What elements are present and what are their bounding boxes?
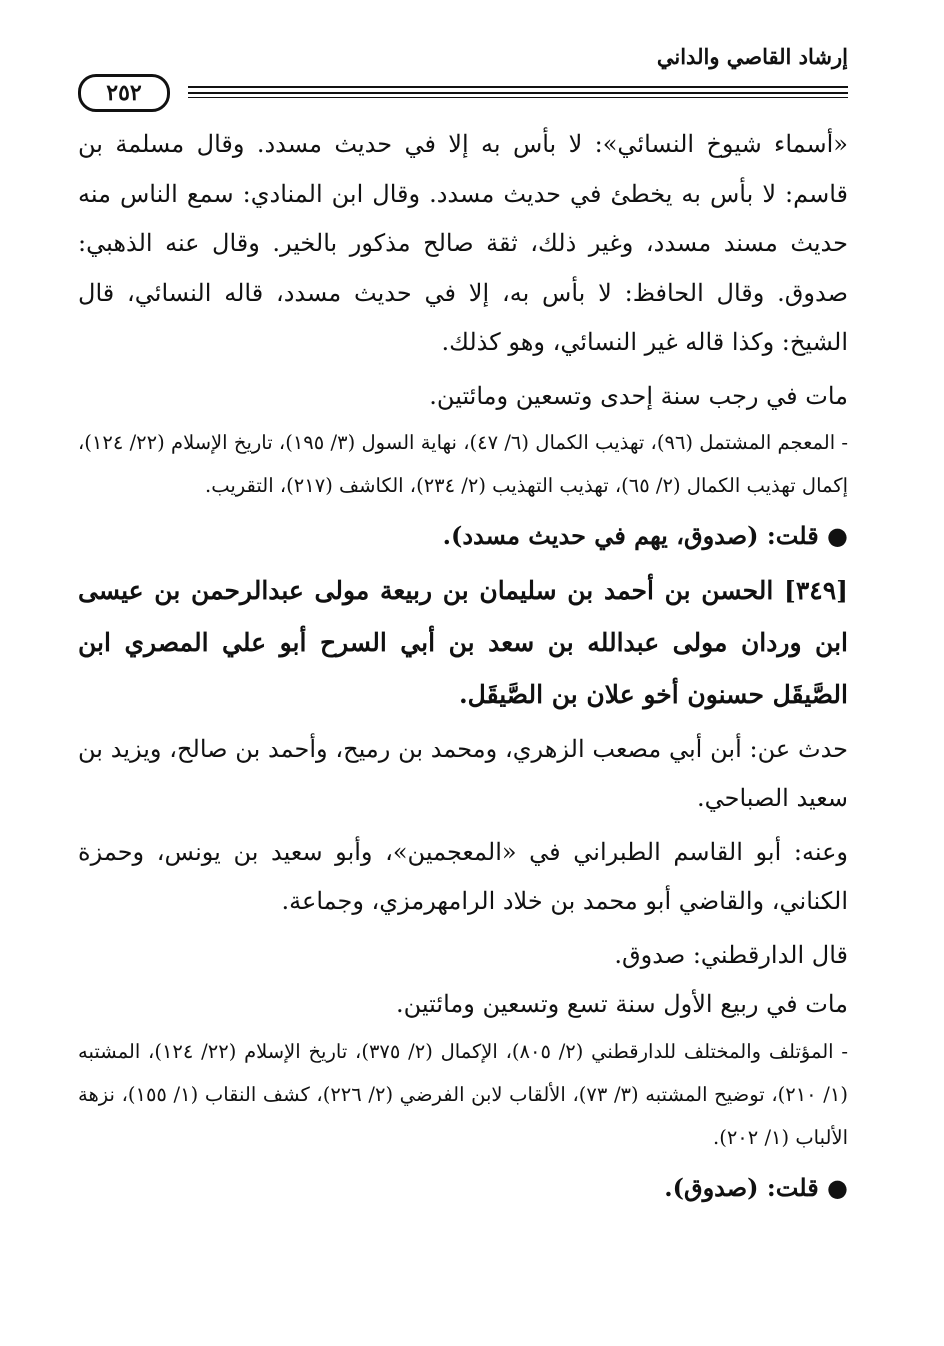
running-title: إرشاد القاصي والداني [656,44,848,69]
header-rule-top [78,86,848,88]
verdict-2: ● قلت: (صدوق). [664,1172,848,1202]
header-rule-bottom [78,97,848,98]
footnote-sources-2: - المؤتلف والمختلف للدارقطني (٢/ ٨٠٥)، الإكمال (٢/ ٣٧٥)، تاريخ الإسلام (٢٢/ ١٢٤)، المشتبه (١/ ٢١٠)، توضيح المشتبه (٣/ ٧٣)، الألقاب لابن الفرضي (٢/ ٢٢٦)، كشف النقاب (١/ ١٥٥)، نزهة الألباب (١/ ٢٠٢). [78,1039,848,1149]
entry-title-349: [٣٤٩] الحسن بن أحمد بن سليمان بن ربيعة مولى عبدالرحمن بن عيسى ابن وردان مولى عبدالله بن سعد بن أبي السرح أبو علي المصري ابن الصَّيقَل حسنون أخو علان بن الصَّيقَل. [78,575,848,709]
page-number: ٢٥٢ [78,74,170,112]
paragraph-teachers: حدث عن: أبن أبي مصعب الزهري، ومحمد بن رميح، وأحمد بن صالح، ويزيد بن سعيد الصباحي. [78,734,848,812]
page-header [78,40,848,120]
paragraph-narrator-opinions: «أسماء شيوخ النسائي»: لا بأس به إلا في حديث مسدد. وقال مسلمة بن قاسم: لا بأس به يخطئ في حديث مسدد. وقال ابن المنادي: سمع الناس منه حديث مسند مسدد، وغير ذلك، ثقة صالح مذكور بالخير. وقال عنه الذهبي: صدوق. وقال الحافظ: لا بأس به، إلا في حديث مسدد، قاله النسائي، قال الشيخ: وكذا قاله غير النسائي، وهو كذلك. [78,130,848,356]
footnote-sources-1: - المعجم المشتمل (٩٦)، تهذيب الكمال (٦/ ٤٧)، نهاية السول (٣/ ١٩٥)، تاريخ الإسلام (٢٢/ ١٢٤)، إكمال تهذيب الكمال (٢/ ٦٥)، تهذيب التهذيب (٢/ ٢٣٤)، الكاشف (٢١٧)، التقريب. [78,431,848,497]
paragraph-death-date-2: مات في ربيع الأول سنة تسع وتسعين ومائتين. [396,990,848,1018]
paragraph-daraqutni: قال الدارقطني: صدوق. [614,940,848,969]
paragraph-students: وعنه: أبو القاسم الطبراني في «المعجمين»، وأبو سعيد بن يونس، وحمزة الكناني، والقاضي أبو محمد بن خلاد الرامهرمزي، وجماعة. [78,837,848,915]
header-rule-middle [78,92,848,94]
verdict-1: ● قلت: (صدوق، يهم في حديث مسدد). [442,521,848,550]
paragraph-death-date: مات في رجب سنة إحدى وتسعين ومائتين. [429,381,848,410]
book-page [78,40,848,1212]
